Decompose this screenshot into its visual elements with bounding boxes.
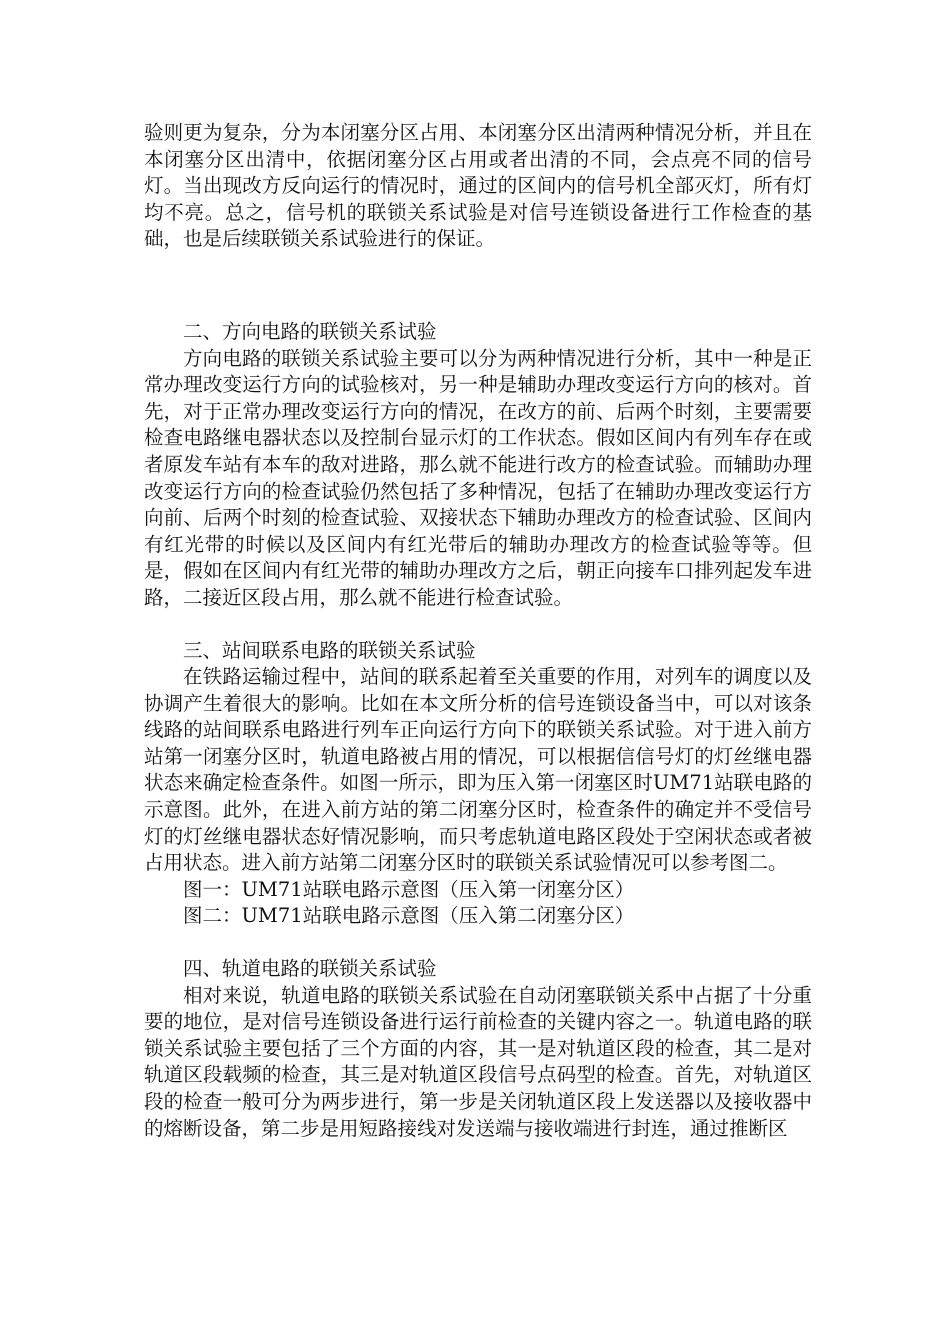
- section-spacer: [144, 930, 812, 956]
- section-spacer: [144, 253, 812, 319]
- document-page: [144, 120, 812, 1142]
- section-paragraph-direction-circuit: 方向电路的联锁关系试验主要可以分为两种情况进行分析，其中一种是正常办理改变运行方向的试验核对，另一种是辅助办理改变运行方向的核对。首先，对于正常办理改变运行方向的情况，在改方的前、后两个时刻，主要需要检查电路继电器状态以及控制台显示灯的工作状态。假如区间内有列车存在或者原发车站有本车的敌对进路，那么就不能进行改方的检查试验。而辅助办理改变运行方向的检查试验仍然包括了多种情况，包括了在辅助办理改变运行方向前、后两个时刻的检查试验、双接状态下辅助办理改方的检查试验、区间内有红光带的时候以及区间内有红光带后的辅助办理改方的检查试验等等。但是，假如在区间内有红光带的辅助办理改方之后，朝正向接车口排列起发车进路，二接近区段占用，那么就不能进行检查试验。: [144, 346, 812, 609]
- figure-caption-1: 图一：UM71站联电路示意图（压入第一闭塞分区）: [183, 877, 635, 901]
- section-heading-direction-circuit: 二、方向电路的联锁关系试验: [183, 319, 437, 343]
- figure-caption-2: 图二：UM71站联电路示意图（压入第二闭塞分区）: [183, 904, 635, 928]
- section-station-link-circuit: [144, 638, 812, 931]
- section-heading-station-link-circuit: 三、站间联系电路的联锁关系试验: [183, 638, 476, 662]
- section-paragraph-track-circuit: 相对来说，轨道电路的联锁关系试验在自动闭塞联锁关系中占据了十分重要的地位，是对信号连锁设备进行运行前检查的关键内容之一。轨道电路的联锁关系试验主要包括了三个方面的内容，其一是对轨道区段的检查，其二是对轨道区段载频的检查，其三是对轨道区段信号点码型的检查。首先，对轨道区段的检查一般可分为两步进行，第一步是关闭轨道区段上发送器以及接收器中的熔断设备，第二步是用短路接线对发送端与接收端进行封连，通过推断区: [144, 983, 812, 1140]
- section-track-circuit: [144, 956, 812, 1142]
- intro-paragraph: 验则更为复杂，分为本闭塞分区占用、本闭塞分区出清两种情况分析，并且在本闭塞分区出清中，依据闭塞分区占用或者出清的不同，会点亮不同的信号灯。当出现改方反向运行的情况时，通过的区间内的信号机全部灭灯，所有灯均不亮。总之，信号机的联锁关系试验是对信号连锁设备进行工作检查的基础，也是后续联锁关系试验进行的保证。: [144, 121, 812, 251]
- section-paragraph-station-link-circuit: 在铁路运输过程中，站间的联系起着至关重要的作用，对列车的调度以及协调产生着很大的影响。比如在本文所分析的信号连锁设备当中，可以对该条线路的站间联系电路进行列车正向运行方向下的联锁关系试验。对于进入前方站第一闭塞分区时，轨道电路被占用的情况，可以根据信信号灯的灯丝继电器状态来确定检查条件。如图一所示，即为压入第一闭塞区时UM71站联电路的示意图。此外，在进入前方站的第二闭塞分区时，检查条件的确定并不受信号灯的灯丝继电器状态好情况影响，而只考虑轨道电路区段处于空闲状态或者被占用状态。进入前方站第二闭塞分区时的联锁关系试验情况可以参考图二。: [144, 665, 812, 875]
- section-spacer: [144, 612, 812, 638]
- section-heading-track-circuit: 四、轨道电路的联锁关系试验: [183, 957, 437, 981]
- section-direction-circuit: [144, 319, 812, 612]
